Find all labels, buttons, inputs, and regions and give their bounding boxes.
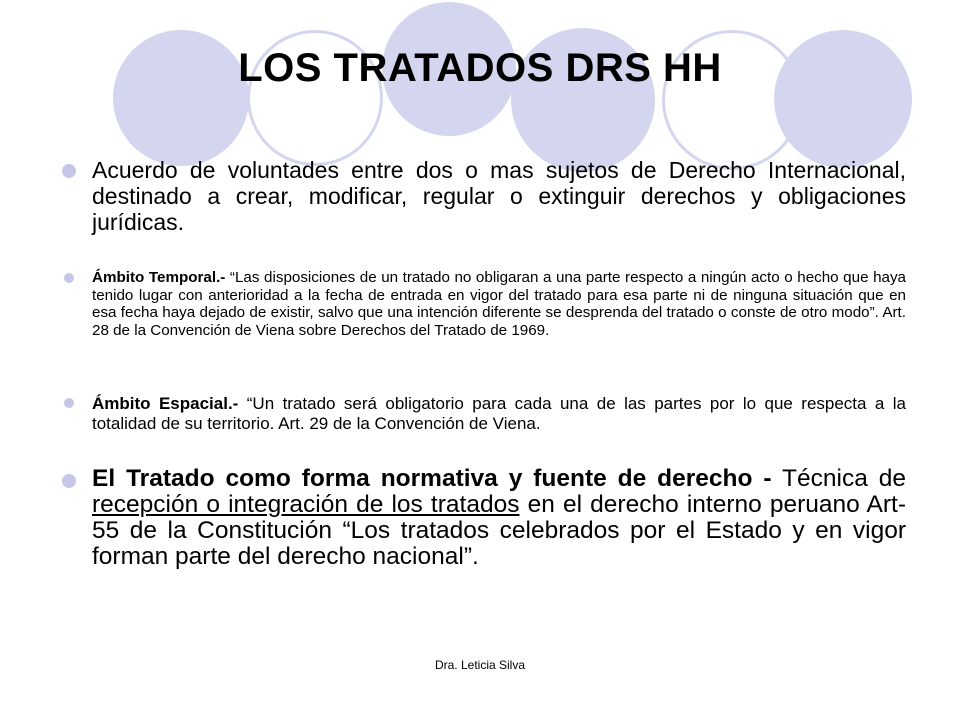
- bullet-body-4b: en el derecho interno peruano Art- 55 de la Constitución “Los tratados celebrados por el Estado y en vigor forman parte del derecho nacional”.: [92, 491, 907, 570]
- bullet-dot-1: [62, 164, 76, 178]
- bullet-body-4a: Técnica de: [771, 465, 906, 492]
- bullet-dot-4: [62, 474, 76, 488]
- footer-author: Dra. Leticia Silva: [434, 658, 526, 672]
- bullet-text-4: [92, 466, 906, 570]
- slide-title: LOS TRATADOS DRS HH: [238, 46, 722, 90]
- bullet-heading-2: Ámbito Temporal.-: [92, 269, 226, 286]
- bullet-body-3: “Un tratado será obligatorio para cada una de las partes por lo que respecta a la totalidad de su territorio. Art. 29 de la Convención de Viena.: [92, 394, 906, 433]
- bullet-text-2: [92, 269, 906, 339]
- bullet-text-3: [92, 394, 906, 434]
- bullet-underlined-4: recepción o integración de los tratados: [92, 491, 520, 518]
- bullet-dot-2: [64, 273, 74, 283]
- bullet-text-1: Acuerdo de voluntades entre dos o mas sujetos de Derecho Internacional, destinado a crear, modificar, regular o extinguir derechos y obligaciones jurídicas.: [92, 157, 906, 235]
- bullet-heading-4: El Tratado como forma normativa y fuente de derecho -: [92, 465, 772, 492]
- bullet-heading-3: Ámbito Espacial.-: [92, 394, 239, 413]
- bullet-body-2: “Las disposiciones de un tratado no obligaran a una parte respecto a ningún acto o hecho que haya tenido lugar con anterioridad a la fecha de entrada en vigor del tratado para esa parte ni de ninguna situación que en esa fecha haya dejado de existir, salvo que una intención diferente se desprenda del tratado o conste de otro modo”. Art. 28 de la Convención de Viena sobre Derechos del Tratado de 1969.: [92, 269, 907, 339]
- bullet-dot-3: [64, 398, 74, 408]
